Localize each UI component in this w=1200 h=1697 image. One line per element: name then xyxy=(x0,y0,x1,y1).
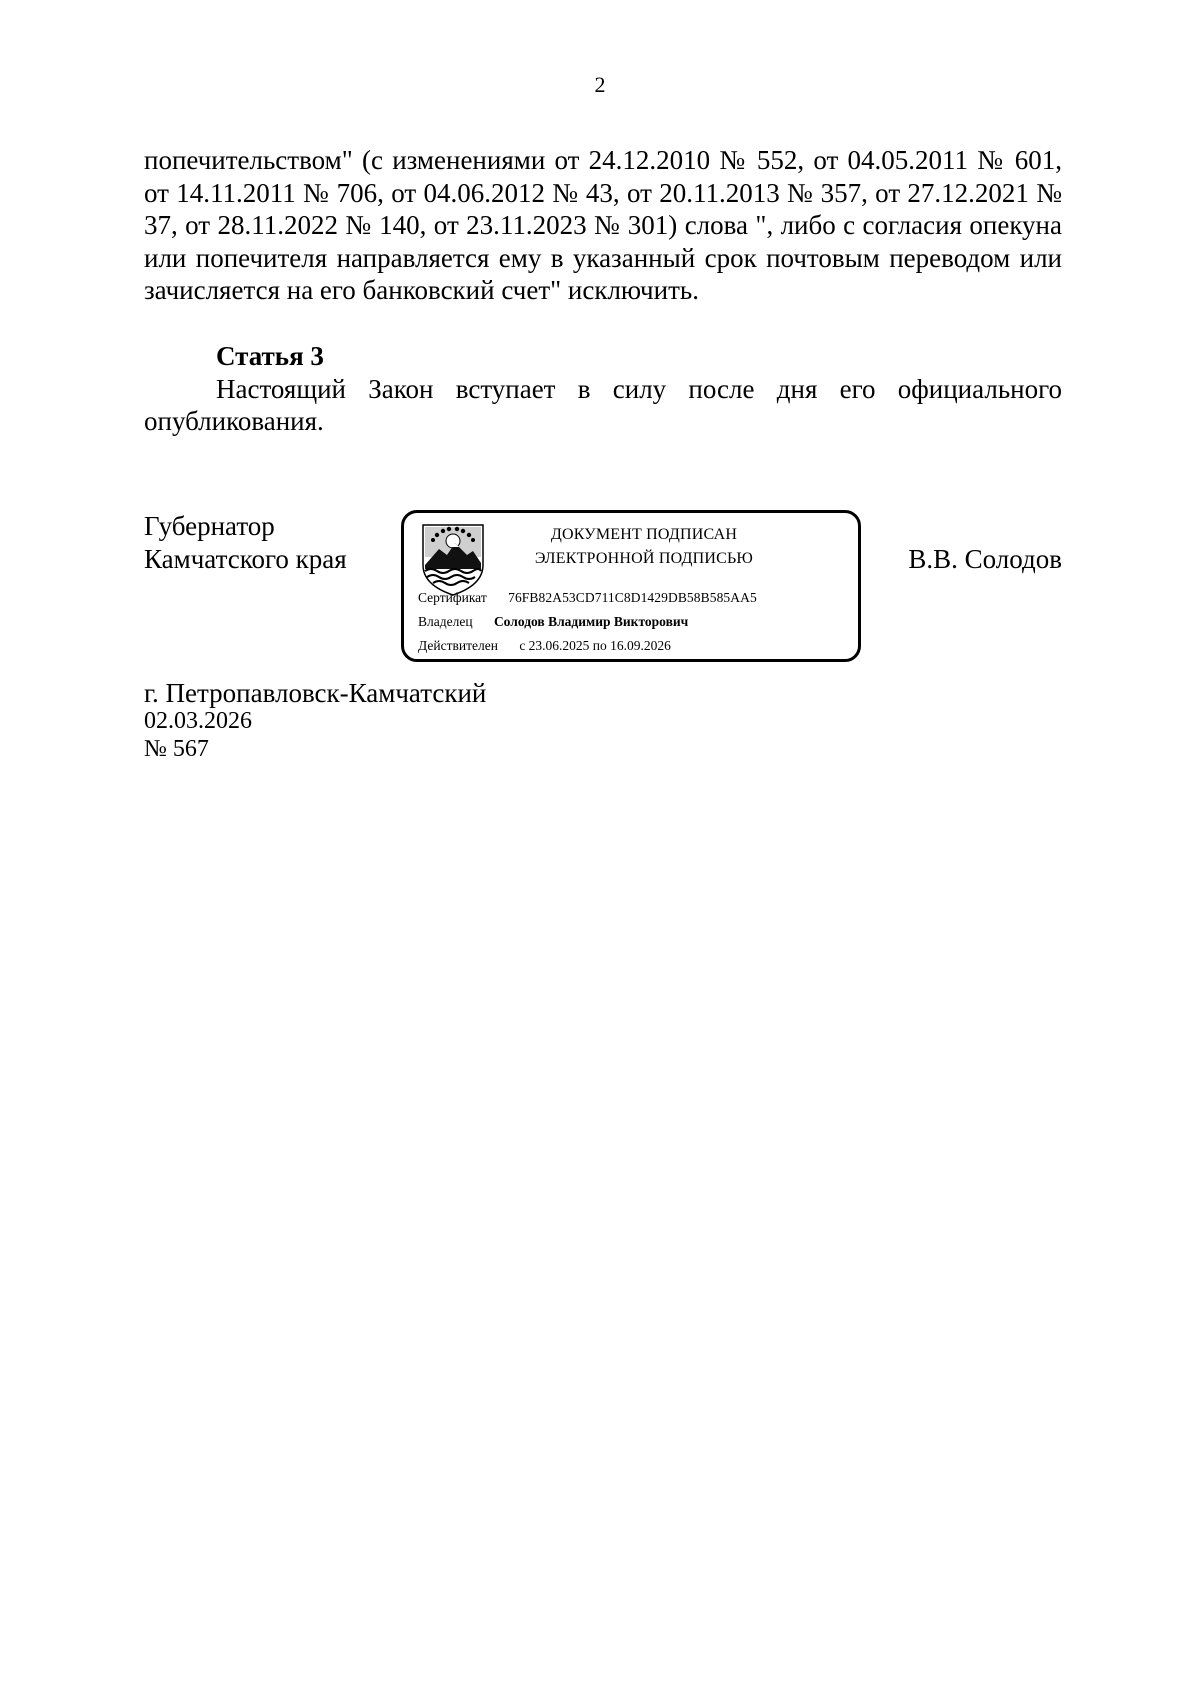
stamp-certificate-row xyxy=(418,590,757,606)
stamp-owner-label: Владелец xyxy=(418,614,473,629)
footer-date: 02.03.2026 xyxy=(144,708,252,734)
stamp-title-line2: ЭЛЕКТРОННОЙ ПОДПИСЬЮ xyxy=(534,550,754,567)
stamp-validity-row xyxy=(418,638,671,654)
stamp-title-line1: ДОКУМЕНТ ПОДПИСАН xyxy=(550,526,738,543)
signatory-position xyxy=(144,510,347,575)
footer-city: г. Петропавловск-Камчатский xyxy=(144,678,487,708)
electronic-signature-stamp xyxy=(401,510,861,662)
signatory-position-line1: Губернатор xyxy=(144,511,275,541)
stamp-certificate-value: 76FB82A53CD711C8D1429DB58B585AA5 xyxy=(508,590,757,605)
stamp-owner-value: Солодов Владимир Викторович xyxy=(493,614,689,629)
signatory-position-line2: Камчатского края xyxy=(144,543,347,574)
stamp-validity-value: с 23.06.2025 по 16.09.2026 xyxy=(519,638,671,653)
article-text: Настоящий Закон вступает в силу после дня его официального опубликования. xyxy=(144,373,1062,436)
footer-number: № 567 xyxy=(144,736,209,762)
body-paragraph-text: попечительством" (с изменениями от 24.12.2010 № 552, от 04.05.2011 № 601, от 14.11.2011 № 706, от 04.06.2012 № 43, от 20.11.2013 № 357, от 27.12.2021 № 37, от 28.11.2022 № 140, от 23.11.2023 № 301) слова ", либо с согласия опекуна или попечителя направляется ему в указанный срок почтовым переводом или зачисляется на его банковский счет" исключить. xyxy=(144,145,1062,305)
article-3 xyxy=(144,340,1062,438)
document-footer xyxy=(144,679,486,763)
signatory-name: В.В. Солодов xyxy=(908,544,1062,574)
page-number: 2 xyxy=(594,72,606,97)
body-paragraph xyxy=(144,144,1062,307)
article-title: Статья 3 xyxy=(216,341,324,371)
stamp-owner-row xyxy=(418,614,688,630)
stamp-title xyxy=(519,523,769,571)
stamp-certificate-label: Сертификат xyxy=(418,590,487,605)
kamchatka-coat-of-arms-icon xyxy=(417,519,489,597)
stamp-validity-label: Действителен xyxy=(418,638,498,653)
